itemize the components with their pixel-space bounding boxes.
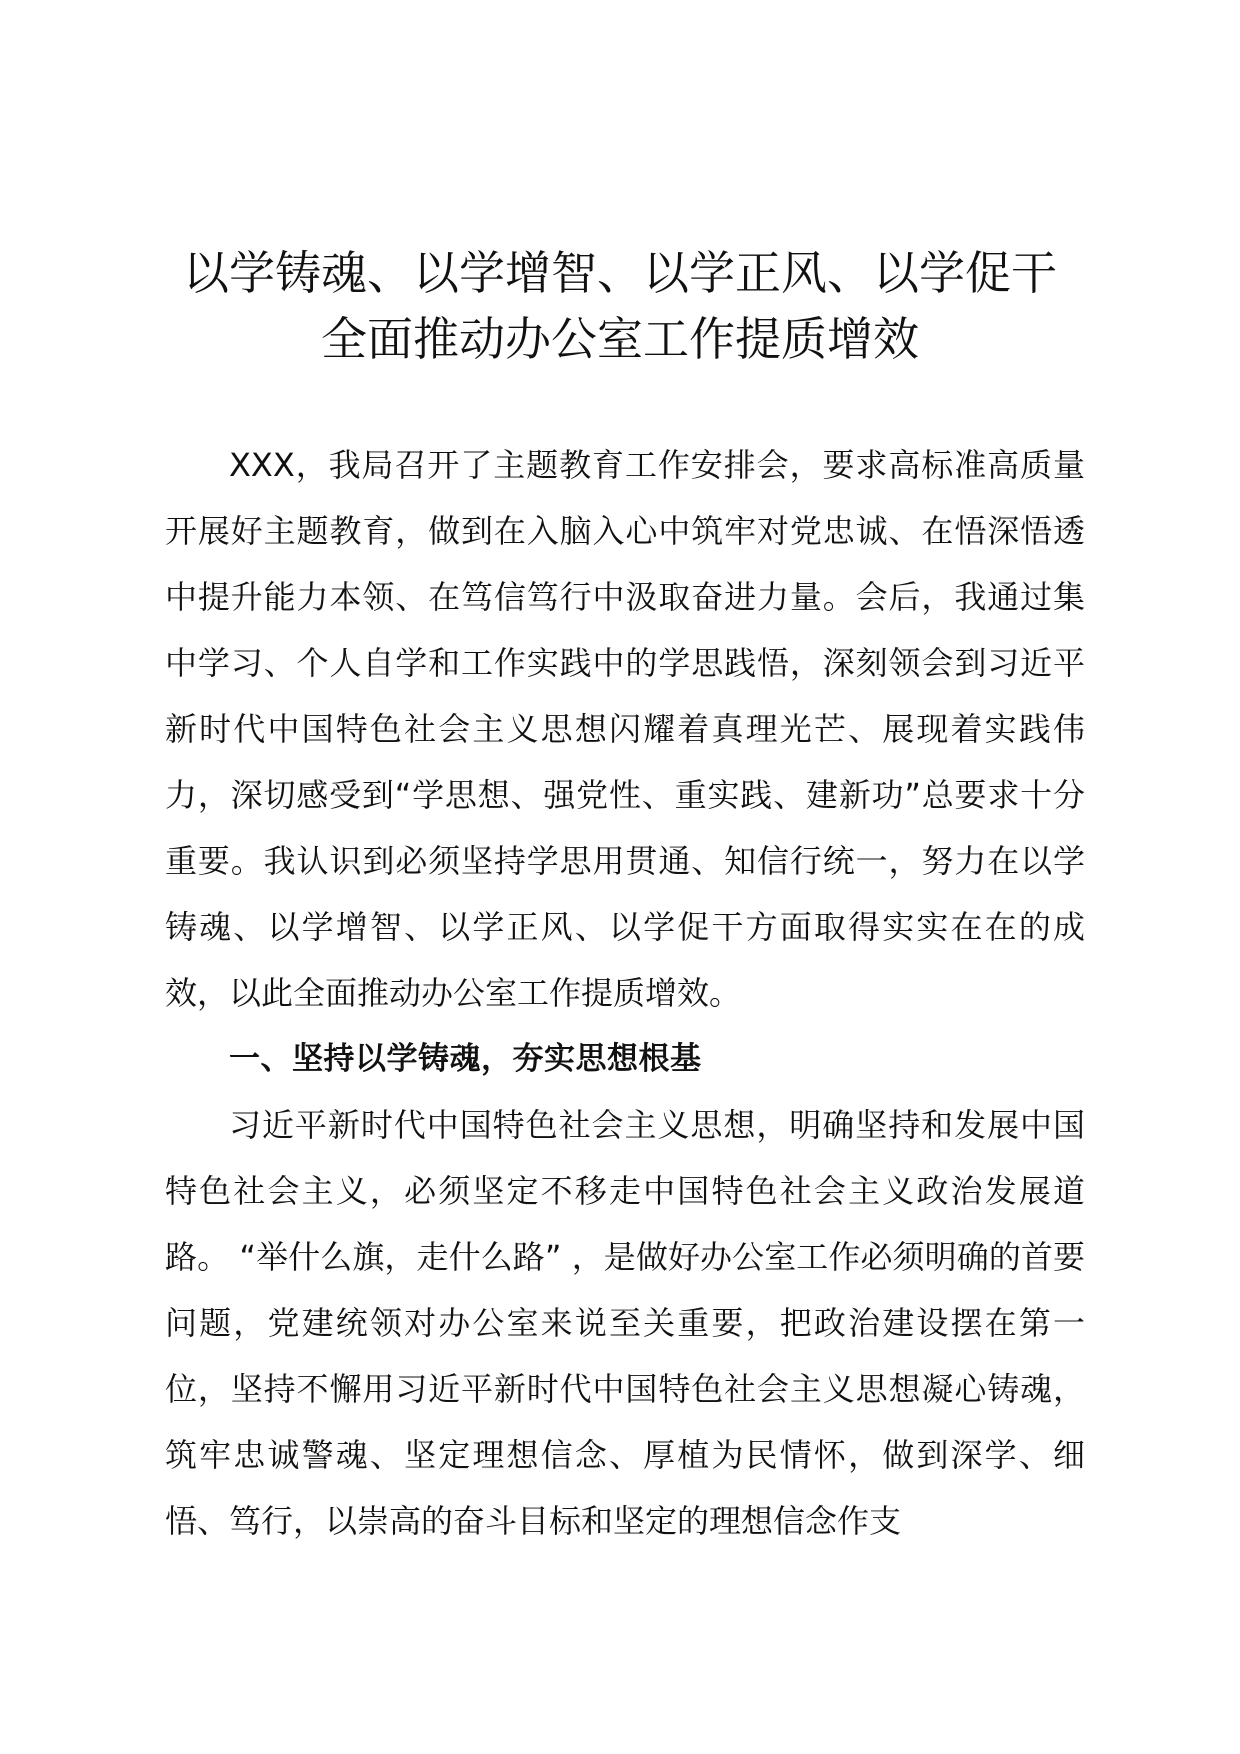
- section-paragraph: 习近平新时代中国特色社会主义思想，明确坚持和发展中国特色社会主义，必须坚定不移走中国特色社会主义政治发展道路。 “举什么旗，走什么路” ，是做好办公室工作必须明确的首要问题，党建统领对办公室来说至关重要，把政治建设摆在第一位，坚持不懈用习近平新时代中国特色社会主义思想凝心铸魂，筑牢忠诚警魂、坚定理想信念、厚植为民情怀，做到深学、细悟、笃行，以崇高的奋斗目标和坚定的理想信念作支: [165, 1106, 1085, 1540]
- title-line-1: 以学铸魂、以学增智、以学正风、以学促干: [183, 246, 1057, 300]
- document-body: [165, 432, 1085, 1554]
- title-line-2: 全面推动办公室工作提质增效: [321, 312, 919, 366]
- section-heading: 一、坚持以学铸魂，夯实思想根基: [229, 1041, 702, 1077]
- intro-paragraph: XXX，我局召开了主题教育工作安排会，要求高标准高质量开展好主题教育，做到在入脑入心中筑牢对党忠诚、在悟深悟透中提升能力本领、在笃信笃行中汲取奋进力量。会后，我通过集中学习、个人自学和工作实践中的学思践悟，深刻领会到习近平新时代中国特色社会主义思想闪耀着真理光芒、展现着实践伟力，深切感受到“学思想、强党性、重实践、建新功”总要求十分重要。我认识到必须坚持学思用贯通、知信行统一，努力在以学铸魂、以学增智、以学正风、以学促干方面取得实实在在的成效，以此全面推动办公室工作提质增效。: [165, 446, 1085, 1012]
- document-title: [140, 240, 1100, 372]
